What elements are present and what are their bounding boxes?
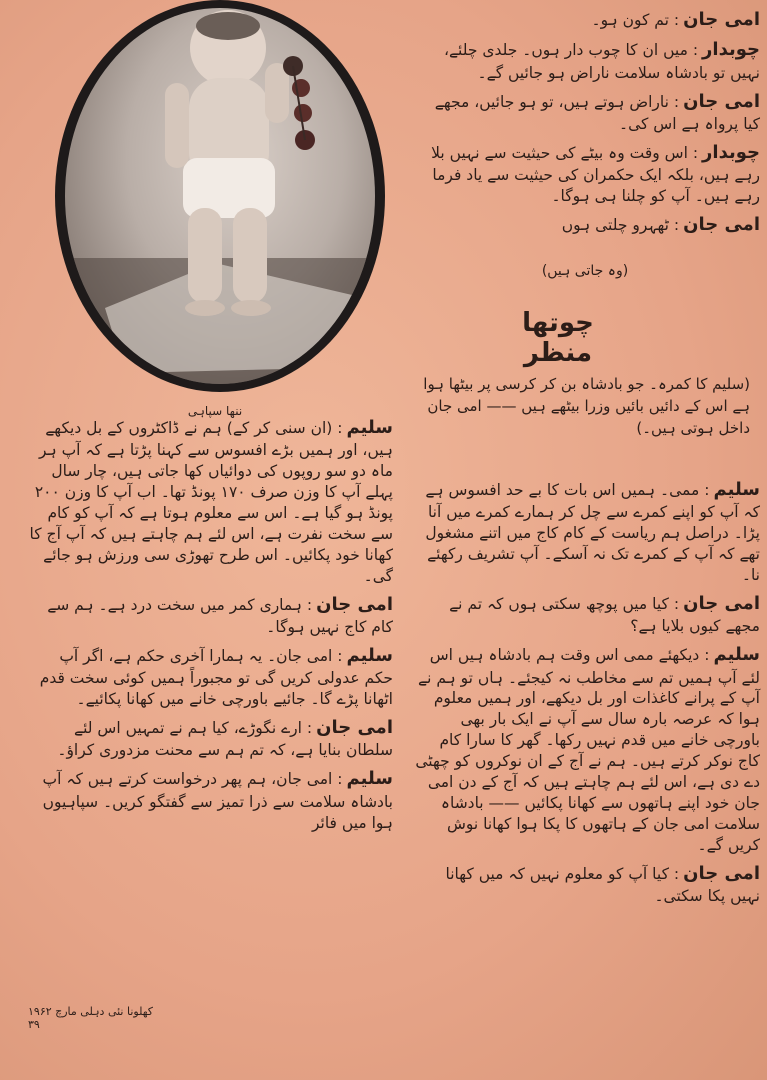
speaker-name: سلیم — [346, 768, 393, 790]
dialogue-line: امی جان: ٹھہرو چلتی ہوں — [561, 213, 760, 235]
scene-title: چوتھا منظر — [522, 308, 594, 368]
dialogue-line: سلیم: امی جان۔ یہ ہمارا آخری حکم ہے، اگر آپ حکم عدولی کریں گی تو مجبوراً ہمیں کوئی سخت قدم اٹھانا پڑے گا۔ جائیے باورچی خانے میں کھانا پکائیے۔ — [39, 644, 393, 709]
dialogue-line: سلیم: ممی۔ ہمیں اس بات کا بے حد افسوس ہے کہ آپ کو اپنے کمرے سے چل کر ہمارے کمرے میں آنا پڑا۔ دراصل ہم ریاست کے کام کاج میں اتنے مشغول تھے کہ آپ کے کمرے تک نہ آسکے۔ آپ تشریف رکھئے نا۔ — [425, 479, 760, 585]
dialogue-line: امی جان: کیا آپ کو معلوم نہیں کہ میں کھانا نہیں پکا سکتی۔ — [445, 862, 760, 906]
speaker-name: سلیم — [346, 644, 393, 666]
dialogue-text: کیا میں پوچھ سکتی ہوں کہ تم نے مجھے کیوں بلایا ہے؟ — [449, 594, 760, 636]
dialogue-text: ممی۔ ہمیں اس بات کا بے حد افسوس ہے کہ آپ کو اپنے کمرے سے چل کر ہمارے کمرے میں آنا پڑا۔ دراصل ہم ریاست کے کام کاج میں اتنے مشغول تھے کہ آپ کے کمرے تک نہ آسکے۔ آپ تشریف رکھئے نا۔ — [425, 481, 760, 585]
speaker-name: امی جان — [316, 593, 393, 615]
speaker-name: چوبدار — [702, 39, 760, 61]
page-footer: کھلونا نئی دہلی مارچ ۱۹۶۲ ۳۹ — [28, 1005, 154, 1031]
dialogue-text: ارے نگوڑے، کیا ہم نے تمہیں اس لئے سلطان بنایا ہے، کہ تم ہم سے محنت مزدوری کراؤ۔ — [57, 719, 393, 760]
speaker-name: امی جان — [683, 9, 760, 30]
left-column-dialogue — [28, 416, 393, 839]
dialogue-text: ناراض ہوتے ہیں، تو ہو جائیں، مجھے کیا پرواہ ہے اس کی۔ — [434, 92, 760, 133]
dialogue-text: (ان سنی کر کے) ہم نے ڈاکٹروں کے بل دیکھے ہیں، اور ہمیں بڑے افسوس سے کہنا پڑتا ہے کہ آپ ہر ماہ دو سو روپوں کی دوائیاں کھا جاتی ہیں، چار سال پہلے آپ کا وزن صرف ۱۷۰ پونڈ تھا۔ اب آپ کا وزن ۲۰۰ پونڈ ہو گیا ہے۔ اس سے معلوم ہوتا ہے کہ آپ کو کام سے سخت نفرت ہے، اس لئے ہم چاہتے ہیں کہ آپ آج کا کھانا خود پکائیں۔ اس طرح تھوڑی سی ورزش ہو جائے گی۔ — [29, 419, 393, 585]
child-photo — [65, 8, 375, 384]
dialogue-text: کیا آپ کو معلوم نہیں کہ میں کھانا نہیں پکا سکتی۔ — [445, 864, 760, 906]
speaker-name: امی جان — [683, 862, 760, 884]
dialogue-line: سلیم: دیکھئے ممی اس وقت ہم بادشاہ ہیں اس لئے آپ ہمیں تم سے مخاطب نہ کیجئے۔ ہاں تو ہم نے آپ کے پرانے کاغذات اور بل دیکھے، اور ہمیں معلوم ہوا کہ عرصہ بارہ سال سے آپ نے ایک بار بھی باورچی خانے میں قدم نہیں رکھا۔ گھر کا سارا کام کاج نوکر کرتے ہیں۔ ہم نے آج کے ان نوکروں کو چھٹی دے دی ہے، اس لئے ہم چاہتے ہیں کہ آج کے دن امی جان خود اپنے ہاتھوں سے کھانا پکائیں —— بادشاہ سلامت امی جان کے ہاتھوں کا پکا ہوا کھانا نوش کریں گے۔ — [415, 644, 760, 854]
dialogue-text: میں ان کا چوب دار ہوں۔ جلدی چلئے، نہیں تو بادشاہ سلامت ناراض ہو جائیں گے۔ — [443, 41, 760, 82]
dialogue-text: ٹھہرو چلتی ہوں — [561, 215, 669, 234]
dialogue-line: چوبدار: اس وقت وہ بیٹے کی حیثیت سے نہیں بلا رہے ہیں، بلکہ ایک حکمران کی حیثیت سے یاد فرما رہے ہیں۔ آپ کو چلنا ہی ہوگا۔ — [431, 141, 760, 205]
speaker-name: سلیم — [713, 644, 760, 666]
photo-caption: ننھا سپاہی — [187, 404, 243, 418]
dialogue-text: تم کون ہو۔ — [591, 11, 669, 29]
dialogue-line: سلیم: (ان سنی کر کے) ہم نے ڈاکٹروں کے بل دیکھے ہیں، اور ہمیں بڑے افسوس سے کہنا پڑتا ہے کہ آپ ہر ماہ دو سو روپوں کی دوائیاں کھا جاتی ہیں، چار سال پہلے آپ کا وزن صرف ۱۷۰ پونڈ تھا۔ اب آپ کا وزن ۲۰۰ پونڈ ہو گیا ہے۔ اس سے معلوم ہوتا ہے کہ آپ کو کام سے سخت نفرت ہے، اس لئے ہم چاہتے ہیں کہ آپ آج کا کھانا خود پکائیں۔ اس طرح تھوڑی سی ورزش ہو جائے گی۔ — [29, 417, 393, 585]
speaker-name: امی جان — [683, 592, 760, 614]
dialogue-line: امی جان: ارے نگوڑے، کیا ہم نے تمہیں اس لئے سلطان بنایا ہے، کہ تم ہم سے محنت مزدوری کراؤ۔ — [57, 717, 393, 760]
dialogue-line: امی جان: کیا میں پوچھ سکتی ہوں کہ تم نے مجھے کیوں بلایا ہے؟ — [449, 592, 760, 636]
dialogue-text: ہماری کمر میں سخت درد ہے۔ ہم سے کام کاج نہیں ہوگا۔ — [47, 595, 393, 637]
dialogue-line: امی جان: تم کون ہو۔ — [591, 9, 760, 30]
dialogue-text: اس وقت وہ بیٹے کی حیثیت سے نہیں بلا رہے ہیں، بلکہ ایک حکمران کی حیثیت سے یاد فرما رہے ہیں۔ آپ کو چلنا ہی ہوگا۔ — [431, 143, 760, 205]
right-column-dialogue-2 — [415, 478, 760, 913]
speaker-name: سلیم — [713, 479, 760, 500]
exit-stage-note: (وہ جاتی ہیں) — [541, 263, 629, 279]
dialogue-text: امی جان، ہم پھر درخواست کرتے ہیں کہ آپ بادشاہ سلامت سے ذرا تمیز سے گفتگو کریں۔ سپاہیوں ہوا میں فائر — [42, 770, 393, 832]
dialogue-text: امی جان۔ یہ ہمارا آخری حکم ہے، اگر آپ حکم عدولی کریں گی تو مجبوراً ہمیں کوئی سخت قدم اٹھانا پڑے گا۔ جائیے باورچی خانے میں کھانا پکائیے۔ — [39, 646, 393, 709]
dialogue-text: دیکھئے ممی اس وقت ہم بادشاہ ہیں اس لئے آپ ہمیں تم سے مخاطب نہ کیجئے۔ ہاں تو ہم نے آپ کے پرانے کاغذات اور بل دیکھے، اور ہمیں معلوم ہوا کہ عرصہ بارہ سال سے آپ نے ایک بار بھی باورچی خانے میں قدم نہیں رکھا۔ گھر کا سارا کام کاج نوکر کرتے ہیں۔ ہم نے آج کے ان نوکروں کو چھٹی دے دی ہے، اس لئے ہم چاہتے ہیں کہ آج کے دن امی جان خود اپنے ہاتھوں سے کھانا پکائیں —— بادشاہ سلامت امی جان کے ہاتھوں کا پکا ہوا کھانا نوش کریں گے۔ — [415, 646, 760, 854]
speaker-name: امی جان — [316, 717, 393, 739]
speaker-name: امی جان — [683, 90, 760, 112]
speaker-name: چوبدار — [702, 141, 760, 163]
stage-direction: (سلیم کا کمرہ۔ جو بادشاہ بن کر کرسی پر بیٹھا ہوا ہے اس کے دائیں بائیں وزرا بیٹھے ہیں —— امی جان داخل ہوتی ہیں۔) — [423, 375, 750, 437]
right-column-dialogue — [415, 8, 760, 243]
speaker-name: امی جان — [683, 213, 760, 235]
photo-oval-frame — [55, 0, 385, 392]
dialogue-line: امی جان: ہماری کمر میں سخت درد ہے۔ ہم سے کام کاج نہیں ہوگا۔ — [47, 593, 393, 637]
dialogue-line: چوبدار: میں ان کا چوب دار ہوں۔ جلدی چلئے، نہیں تو بادشاہ سلامت ناراض ہو جائیں گے۔ — [443, 39, 760, 82]
speaker-name: سلیم — [346, 417, 393, 438]
dialogue-line: سلیم: امی جان، ہم پھر درخواست کرتے ہیں کہ آپ بادشاہ سلامت سے ذرا تمیز سے گفتگو کریں۔ سپاہیوں ہوا میں فائر — [42, 768, 393, 832]
dialogue-line: امی جان: ناراض ہوتے ہیں، تو ہو جائیں، مجھے کیا پرواہ ہے اس کی۔ — [434, 90, 760, 133]
